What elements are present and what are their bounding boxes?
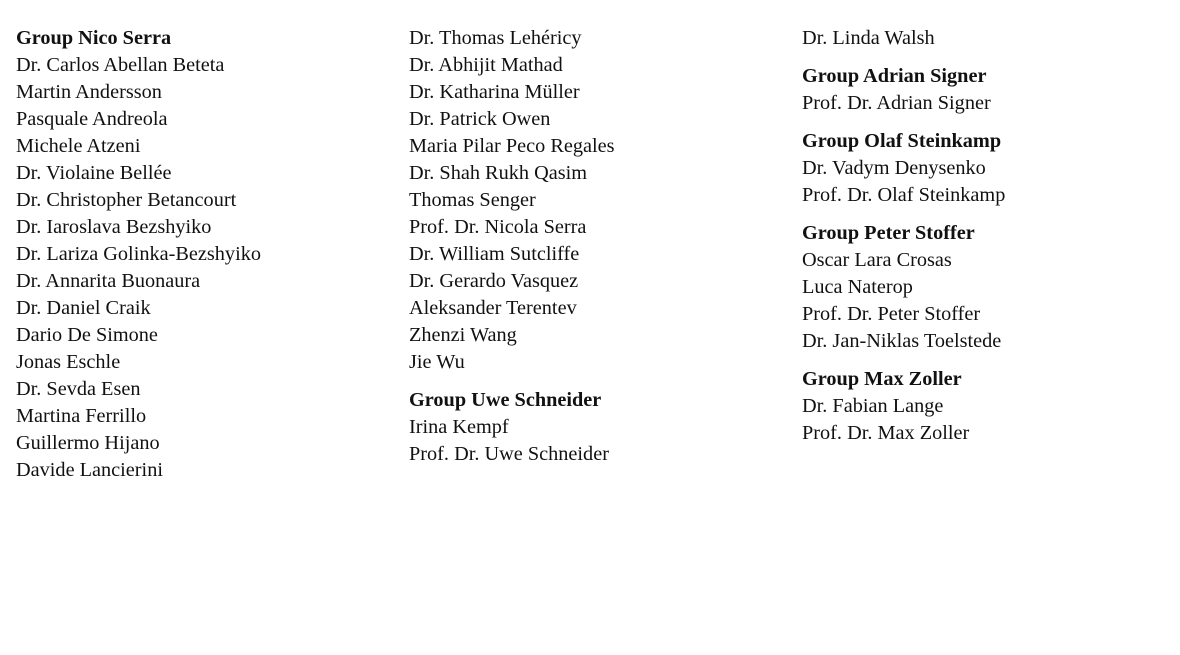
member-name: Martin Andersson bbox=[16, 81, 162, 103]
member-name: Martina Ferrillo bbox=[16, 405, 147, 427]
group-uwe-schneider bbox=[409, 387, 779, 468]
member-name: Prof. Dr. Adrian Signer bbox=[802, 92, 991, 114]
member-name: Dr. Linda Walsh bbox=[802, 27, 935, 49]
member-name: Jie Wu bbox=[409, 351, 465, 373]
member-name: Davide Lancierini bbox=[16, 459, 163, 481]
group-peter-stoffer bbox=[802, 220, 1172, 355]
group-olaf-steinkamp bbox=[802, 128, 1172, 209]
member-name: Maria Pilar Peco Regales bbox=[409, 135, 615, 157]
member-name: Aleksander Terentev bbox=[409, 297, 577, 319]
member-name: Dario De Simone bbox=[16, 324, 158, 346]
member-name: Prof. Dr. Peter Stoffer bbox=[802, 303, 981, 325]
member-name: Dr. Abhijit Mathad bbox=[409, 54, 563, 76]
group-title: Group Uwe Schneider bbox=[409, 389, 602, 411]
member-name: Luca Naterop bbox=[802, 276, 913, 298]
member-name: Michele Atzeni bbox=[16, 135, 141, 157]
member-name: Prof. Dr. Nicola Serra bbox=[409, 216, 587, 238]
member-name: Dr. Lariza Golinka-Bezshyiko bbox=[16, 243, 261, 265]
member-name: Dr. Iaroslava Bezshyiko bbox=[16, 216, 212, 238]
member-name: Jonas Eschle bbox=[16, 351, 121, 373]
member-name: Dr. Jan-Niklas Toelstede bbox=[802, 330, 1002, 352]
member-name: Irina Kempf bbox=[409, 416, 509, 438]
member-name: Dr. Patrick Owen bbox=[409, 108, 551, 130]
member-name: Guillermo Hijano bbox=[16, 432, 160, 454]
group-max-zoller bbox=[802, 366, 1172, 447]
group-nico-serra bbox=[16, 25, 386, 484]
member-name: Dr. William Sutcliffe bbox=[409, 243, 580, 265]
member-name: Dr. Vadym Denysenko bbox=[802, 157, 986, 179]
group-title: Group Peter Stoffer bbox=[802, 222, 975, 244]
member-name: Dr. Daniel Craik bbox=[16, 297, 151, 319]
member-name: Dr. Fabian Lange bbox=[802, 395, 944, 417]
group-nico-serra-continued bbox=[409, 25, 779, 376]
member-name: Prof. Dr. Uwe Schneider bbox=[409, 443, 609, 465]
member-name: Pasquale Andreola bbox=[16, 108, 168, 130]
member-name: Prof. Dr. Max Zoller bbox=[802, 422, 970, 444]
group-adrian-signer bbox=[802, 63, 1172, 117]
member-name: Prof. Dr. Olaf Steinkamp bbox=[802, 184, 1006, 206]
group-title: Group Max Zoller bbox=[802, 368, 962, 390]
column-1 bbox=[16, 25, 386, 495]
member-name: Dr. Violaine Bellée bbox=[16, 162, 172, 184]
group-title: Group Nico Serra bbox=[16, 27, 172, 49]
member-name: Dr. Thomas Lehéricy bbox=[409, 27, 582, 49]
member-name: Dr. Christopher Betancourt bbox=[16, 189, 237, 211]
member-name: Thomas Senger bbox=[409, 189, 536, 211]
member-name: Dr. Sevda Esen bbox=[16, 378, 141, 400]
member-name: Dr. Shah Rukh Qasim bbox=[409, 162, 588, 184]
column-3 bbox=[802, 25, 1172, 458]
group-title: Group Olaf Steinkamp bbox=[802, 130, 1002, 152]
group-title: Group Adrian Signer bbox=[802, 65, 987, 87]
member-name: Dr. Annarita Buonaura bbox=[16, 270, 201, 292]
column-2 bbox=[409, 25, 779, 479]
group-uwe-schneider-continued bbox=[802, 25, 1172, 52]
member-name: Zhenzi Wang bbox=[409, 324, 517, 346]
member-name: Dr. Katharina Müller bbox=[409, 81, 580, 103]
member-name: Oscar Lara Crosas bbox=[802, 249, 952, 271]
member-name: Dr. Carlos Abellan Beteta bbox=[16, 54, 225, 76]
member-name: Dr. Gerardo Vasquez bbox=[409, 270, 579, 292]
